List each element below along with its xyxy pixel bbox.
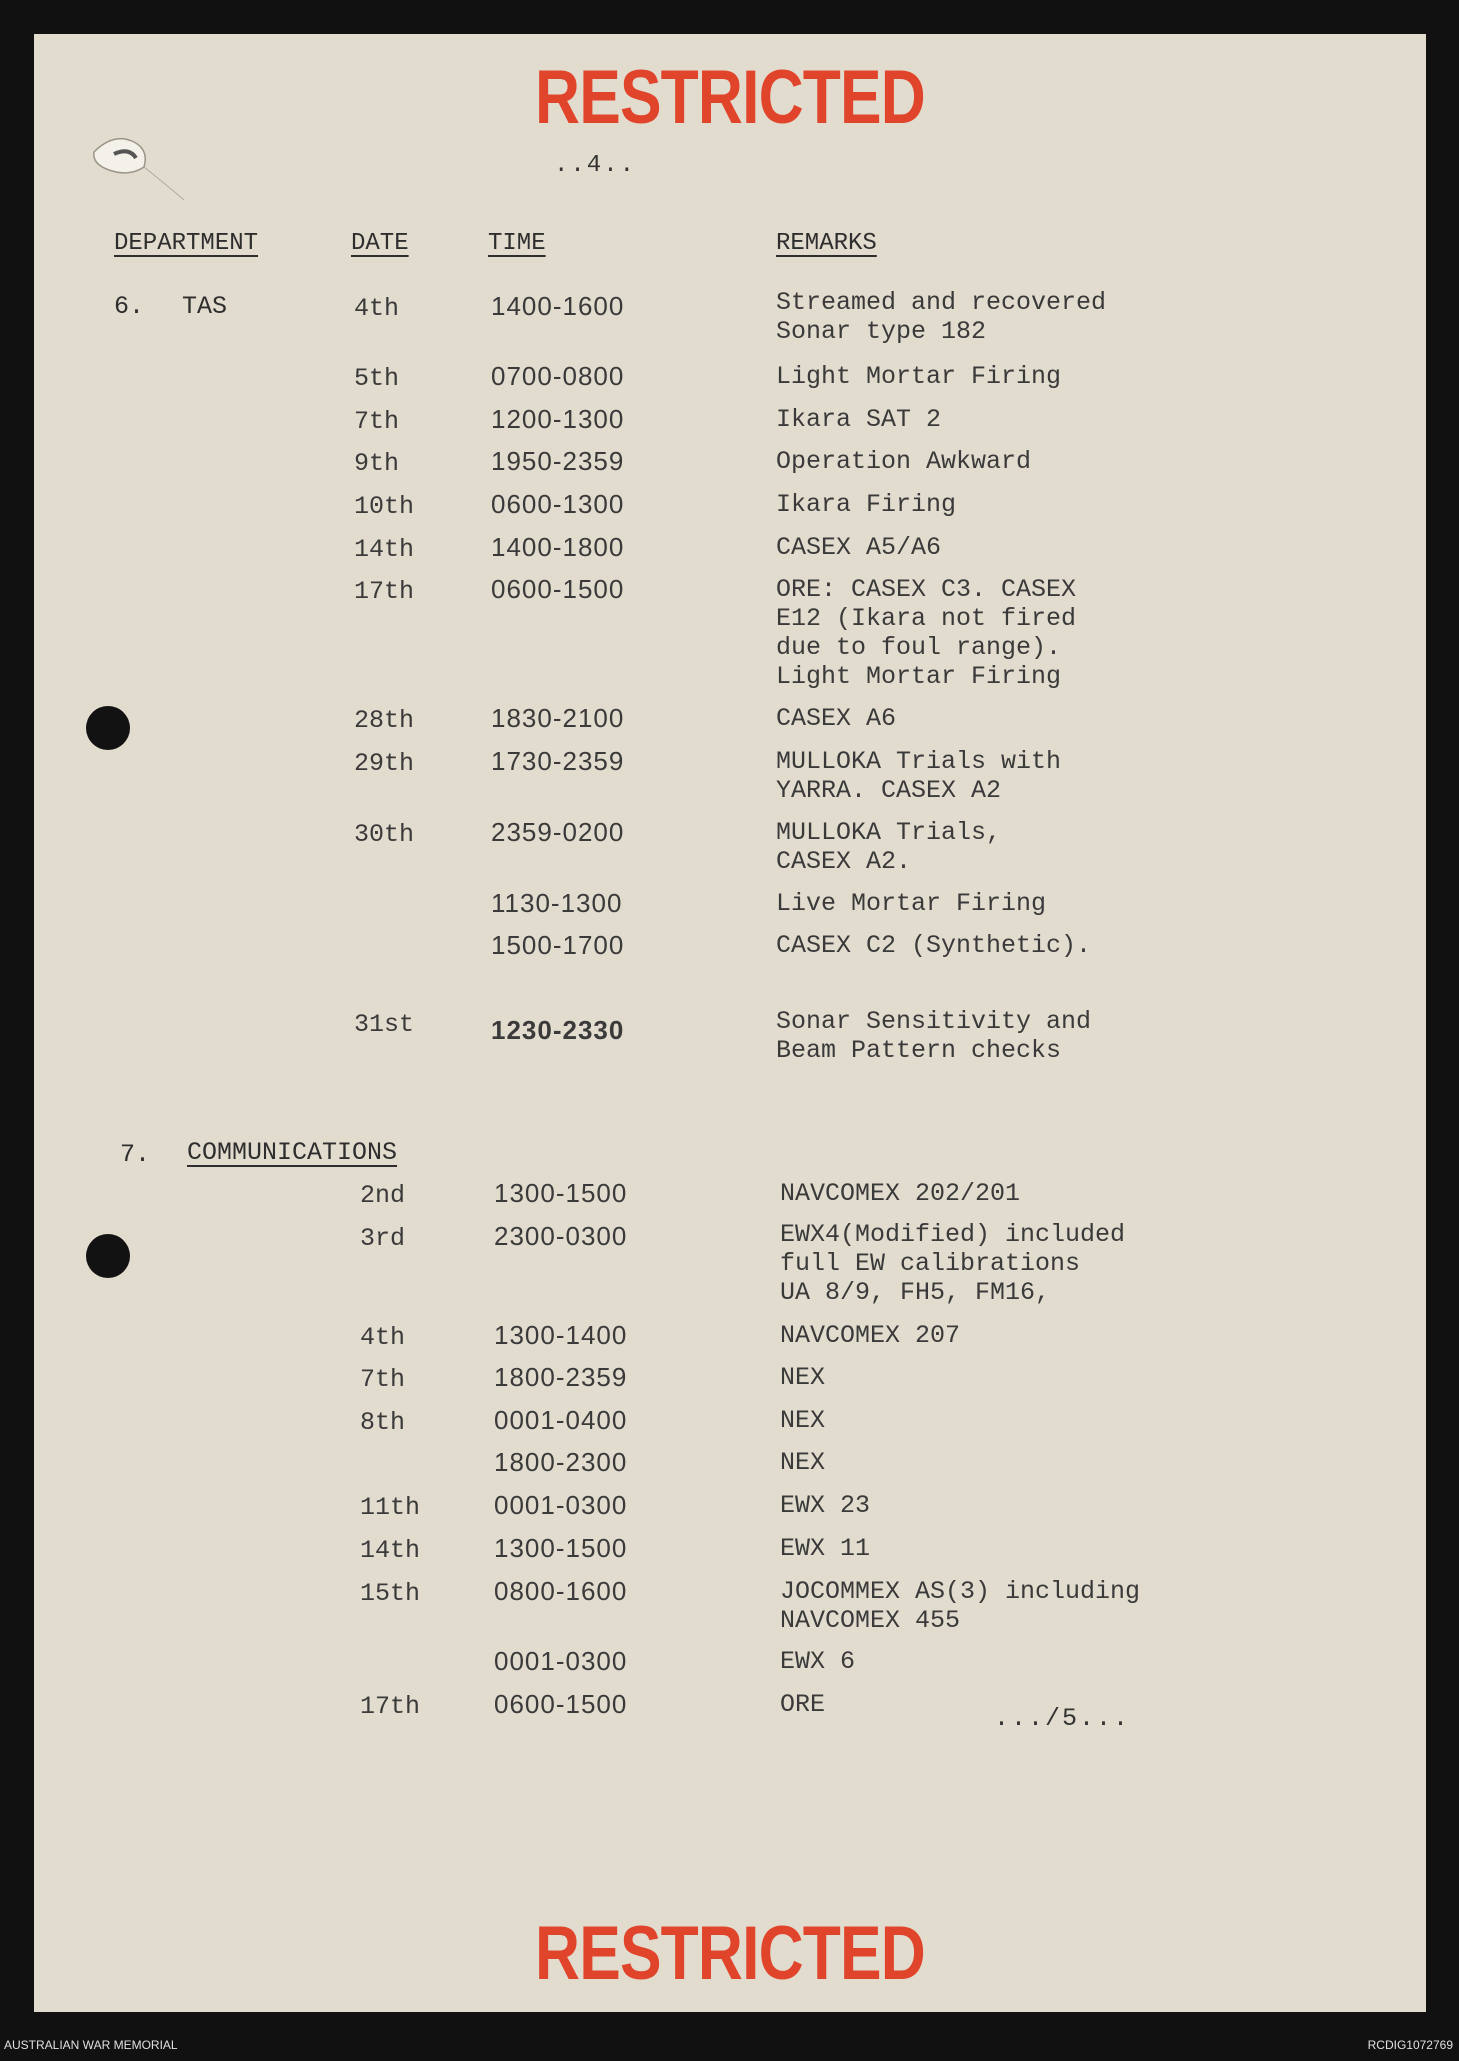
row-time: 1400-1600 bbox=[491, 291, 625, 321]
footer-archive-name: AUSTRALIAN WAR MEMORIAL bbox=[4, 2038, 178, 2052]
row-remarks: EWX 23 bbox=[780, 1491, 871, 1520]
row-remarks: CASEX A6 bbox=[776, 704, 897, 733]
row-time: 1500-1700 bbox=[491, 930, 625, 960]
row-date: 2nd bbox=[360, 1181, 406, 1210]
row-remarks: Ikara SAT 2 bbox=[776, 405, 942, 434]
row-date: 7th bbox=[360, 1365, 406, 1394]
row-date: 10th bbox=[354, 492, 415, 521]
row-date: 30th bbox=[354, 820, 415, 849]
document-page bbox=[34, 34, 1426, 2012]
row-remarks: Live Mortar Firing bbox=[776, 889, 1047, 918]
row-remarks: NEX bbox=[780, 1448, 826, 1477]
row-remarks: NEX bbox=[780, 1363, 826, 1392]
row-date: 28th bbox=[354, 706, 415, 735]
row-remarks: EWX 11 bbox=[780, 1534, 871, 1563]
row-date: 31st bbox=[354, 1010, 415, 1039]
row-time: 1300-1500 bbox=[494, 1533, 628, 1563]
row-time: 1830-2100 bbox=[491, 703, 625, 733]
row-remarks: EWX 6 bbox=[780, 1647, 856, 1676]
column-header-remarks: REMARKS bbox=[776, 230, 877, 257]
row-date: 17th bbox=[360, 1692, 421, 1721]
row-time: 0001-0300 bbox=[494, 1490, 628, 1520]
row-remarks: Operation Awkward bbox=[776, 447, 1032, 476]
row-time: 1200-1300 bbox=[491, 404, 625, 434]
row-remarks: ORE bbox=[780, 1690, 826, 1719]
row-time: 0001-0400 bbox=[494, 1405, 628, 1435]
page-number: ..4.. bbox=[554, 152, 637, 179]
row-time: 1300-1400 bbox=[494, 1320, 628, 1350]
row-remarks: CASEX C2 (Synthetic). bbox=[776, 931, 1092, 960]
column-header-time: TIME bbox=[488, 230, 546, 257]
row-time: 0600-1300 bbox=[491, 489, 625, 519]
row-date: 8th bbox=[360, 1408, 406, 1437]
row-time: 0700-0800 bbox=[491, 361, 625, 391]
row-remarks: EWX4(Modified) included full EW calibrations UA 8/9, FH5, FM16, bbox=[780, 1220, 1126, 1307]
row-date: 15th bbox=[360, 1579, 421, 1608]
row-remarks: NEX bbox=[780, 1406, 826, 1435]
row-time: 0600-1500 bbox=[491, 574, 625, 604]
restricted-stamp-bottom: RESTRICTED bbox=[535, 1911, 925, 1996]
row-time: 0001-0300 bbox=[494, 1646, 628, 1676]
row-date: 3rd bbox=[360, 1224, 406, 1253]
row-remarks: Sonar Sensitivity and Beam Pattern checks bbox=[776, 1007, 1092, 1065]
section-number: 7. bbox=[120, 1140, 151, 1169]
column-header-department: DEPARTMENT bbox=[114, 230, 259, 257]
row-date: 5th bbox=[354, 364, 400, 393]
row-remarks: MULLOKA Trials, CASEX A2. bbox=[776, 818, 1002, 876]
section-number: 6. bbox=[114, 292, 145, 321]
continuation-marker: .../5... bbox=[994, 1704, 1131, 1733]
row-date: 29th bbox=[354, 749, 415, 778]
row-time: 1400-1800 bbox=[491, 532, 625, 562]
row-time: 1950-2359 bbox=[491, 446, 625, 476]
row-date: 7th bbox=[354, 407, 400, 436]
restricted-stamp-top: RESTRICTED bbox=[535, 55, 925, 140]
column-header-date: DATE bbox=[351, 230, 409, 257]
row-remarks: JOCOMMEX AS(3) including NAVCOMEX 455 bbox=[780, 1577, 1141, 1635]
row-time: 2359-0200 bbox=[491, 817, 625, 847]
row-time: 1230-2330 bbox=[491, 1015, 625, 1045]
row-date: 14th bbox=[354, 535, 415, 564]
row-date: 17th bbox=[354, 577, 415, 606]
row-remarks: ORE: CASEX C3. CASEX E12 (Ikara not fired due to foul range). Light Mortar Firing bbox=[776, 575, 1077, 691]
row-date: 9th bbox=[354, 449, 400, 478]
row-time: 0600-1500 bbox=[494, 1689, 628, 1719]
row-remarks: Streamed and recovered Sonar type 182 bbox=[776, 288, 1107, 346]
row-remarks: NAVCOMEX 207 bbox=[780, 1321, 961, 1350]
row-remarks: Light Mortar Firing bbox=[776, 362, 1062, 391]
row-remarks: Ikara Firing bbox=[776, 490, 957, 519]
section-title: COMMUNICATIONS bbox=[187, 1138, 398, 1167]
punch-hole bbox=[86, 1234, 130, 1278]
row-date: 4th bbox=[354, 294, 400, 323]
row-remarks: CASEX A5/A6 bbox=[776, 533, 942, 562]
punch-hole bbox=[86, 706, 130, 750]
row-time: 1730-2359 bbox=[491, 746, 625, 776]
footer-record-id: RCDIG1072769 bbox=[1367, 2038, 1453, 2052]
section-title: TAS bbox=[182, 292, 228, 321]
row-remarks: NAVCOMEX 202/201 bbox=[780, 1179, 1021, 1208]
row-date: 11th bbox=[360, 1493, 421, 1522]
row-date: 4th bbox=[360, 1323, 406, 1352]
row-time: 1800-2300 bbox=[494, 1447, 628, 1477]
row-time: 2300-0300 bbox=[494, 1221, 628, 1251]
row-time: 0800-1600 bbox=[494, 1576, 628, 1606]
row-time: 1300-1500 bbox=[494, 1178, 628, 1208]
row-time: 1130-1300 bbox=[491, 888, 623, 918]
row-time: 1800-2359 bbox=[494, 1362, 628, 1392]
row-date: 14th bbox=[360, 1536, 421, 1565]
row-remarks: MULLOKA Trials with YARRA. CASEX A2 bbox=[776, 747, 1062, 805]
